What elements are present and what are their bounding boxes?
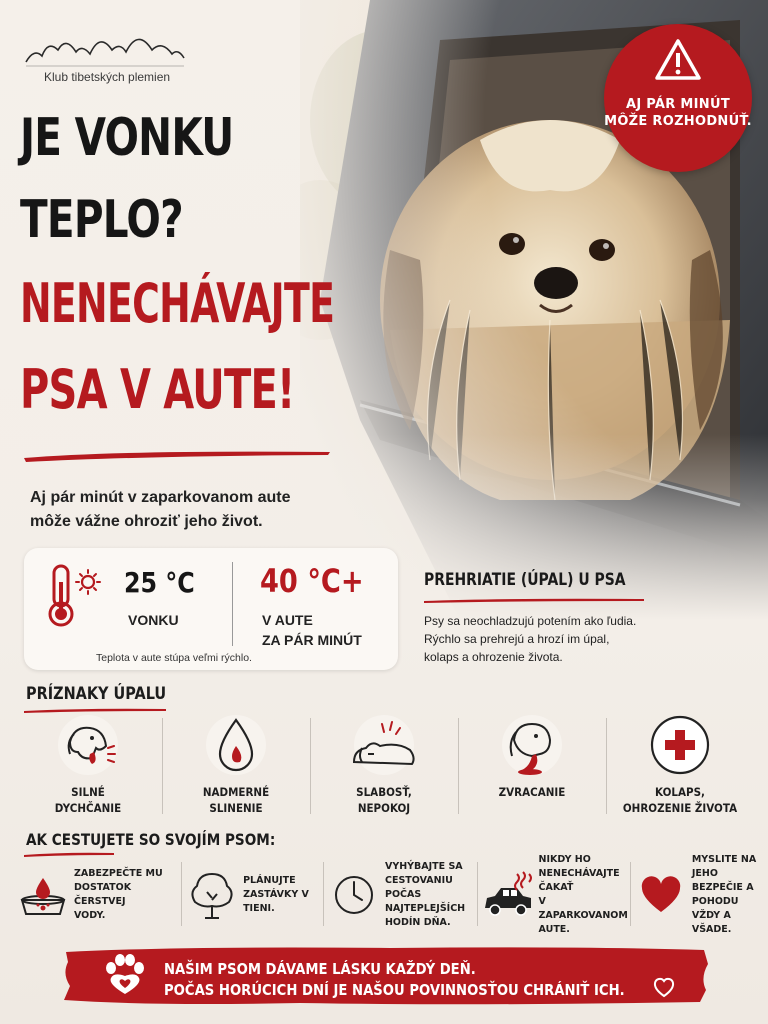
subtitle-line-2: môže vážne ohroziť jeho život.: [30, 513, 263, 530]
tip-item: [634, 854, 760, 935]
tip-text: MYSLITE NA JEHO BEZPEČIE A POHODU VŽDY A VŠADE.: [691, 854, 757, 935]
travel-tips: [16, 854, 760, 935]
symptoms-title: PRÍZNAKY ÚPALU: [26, 684, 167, 704]
banner-line-1: NAŠIM PSOM DÁVAME LÁSKU KAŽDÝ DEŇ.: [164, 960, 476, 978]
headline-brush-underline: [22, 446, 332, 464]
warning-triangle-icon: [654, 38, 702, 82]
inside-label-line-2: ZA PÁR MINÚT: [262, 632, 362, 648]
symptom-item: [458, 708, 606, 818]
overheating-line-3: kolaps a ohrozenie života.: [424, 650, 563, 664]
tip-text: PLÁNUJTE ZASTÁVKY V TIENI.: [243, 875, 309, 914]
headline-line-4: PSA V AUTE!: [20, 358, 295, 421]
symptoms-list: [14, 708, 754, 818]
overheating-text: [424, 612, 674, 666]
tip-item: [481, 854, 628, 935]
outside-label: VONKU: [128, 612, 179, 628]
banner-text: [164, 959, 625, 1001]
lying-dog-icon: [348, 712, 420, 778]
subtitle: [30, 486, 360, 534]
banner-line-2: POČAS HORÚCICH DNÍ JE NAŠOU POVINNOSŤOU CHRÁNIŤ ICH.: [164, 981, 625, 999]
heart-outline-icon: [652, 976, 676, 998]
symptom-item: [310, 708, 458, 818]
overheating-line-2: Rýchlo sa prehrejú a hrozí im úpal,: [424, 632, 610, 646]
tip-item: [327, 858, 473, 932]
heart-icon: [634, 868, 688, 922]
headline-line-3: NENECHÁVAJTE: [20, 272, 335, 335]
symptom-label: NADMERNÉ SLINENIE: [202, 785, 270, 815]
symptom-label: SLABOSŤ, NEPOKOJ: [356, 785, 412, 815]
tree-icon: [185, 868, 239, 922]
outside-temperature: 25 °C: [124, 566, 195, 599]
paw-heart-icon: [102, 954, 148, 996]
inside-temperature: 40 °C+: [260, 562, 364, 600]
symptom-label: KOLAPS, OHROZENIE ŽIVOTA: [622, 785, 738, 815]
drop-icon: [200, 712, 272, 778]
water-bowl-icon: [16, 868, 70, 922]
warning-badge: [604, 24, 752, 172]
tip-text: NIKDY HO NENECHÁVAJTE ČAKAŤ V ZAPARKOVANOM AUTE.: [538, 854, 628, 935]
symptom-label: ZVRACANIE: [498, 785, 566, 799]
footer-banner: [60, 944, 710, 1006]
travel-title: AK CESTUJETE SO SVOJÍM PSOM:: [26, 830, 276, 849]
temperature-note: Teplota v aute stúpa veľmi rýchlo.: [96, 652, 252, 664]
inside-label: [262, 610, 362, 650]
badge-line-2: MÔŽE ROZHODNÚŤ.: [604, 114, 752, 129]
overheating-line-1: Psy sa neochladzujú potením ako ľudia.: [424, 614, 637, 628]
panting-dog-icon: [52, 712, 124, 778]
subtitle-line-1: Aj pár minút v zaparkovanom aute: [30, 489, 291, 506]
symptom-label: SILNÉ DYCHČANIE: [54, 785, 122, 815]
overheating-title: PREHRIATIE (ÚPAL) U PSA: [424, 570, 626, 590]
badge-line-1: AJ PÁR MINÚT: [625, 97, 731, 112]
tip-text: ZABEZPEČTE MU DOSTATOK ČERSTVEJ VODY.: [74, 868, 163, 921]
symptom-item: [14, 708, 162, 818]
tip-item: [185, 858, 319, 932]
clock-icon: [327, 868, 381, 922]
tip-item: [16, 858, 177, 932]
travel-underline: [24, 850, 114, 858]
vomiting-dog-icon: [496, 712, 568, 778]
symptom-item: [606, 708, 754, 818]
thermometer-sun-icon: [42, 560, 104, 630]
overheating-underline: [424, 596, 644, 604]
headline-line-1: JE VONKU: [20, 108, 234, 168]
hot-car-icon: [481, 868, 535, 922]
tip-text: VYHÝBAJTE SA CESTOVANIU POČAS NAJTEPLEJŠÍCH HODÍN DŇA.: [384, 861, 466, 928]
inside-label-line-1: V AUTE: [262, 612, 313, 628]
medical-cross-icon: [644, 712, 716, 778]
symptom-item: [162, 708, 310, 818]
card-divider: [232, 562, 233, 646]
club-name: Klub tibetských plemien: [44, 70, 171, 84]
headline-line-2: TEPLO?: [20, 190, 183, 250]
temperature-card: [24, 548, 398, 670]
